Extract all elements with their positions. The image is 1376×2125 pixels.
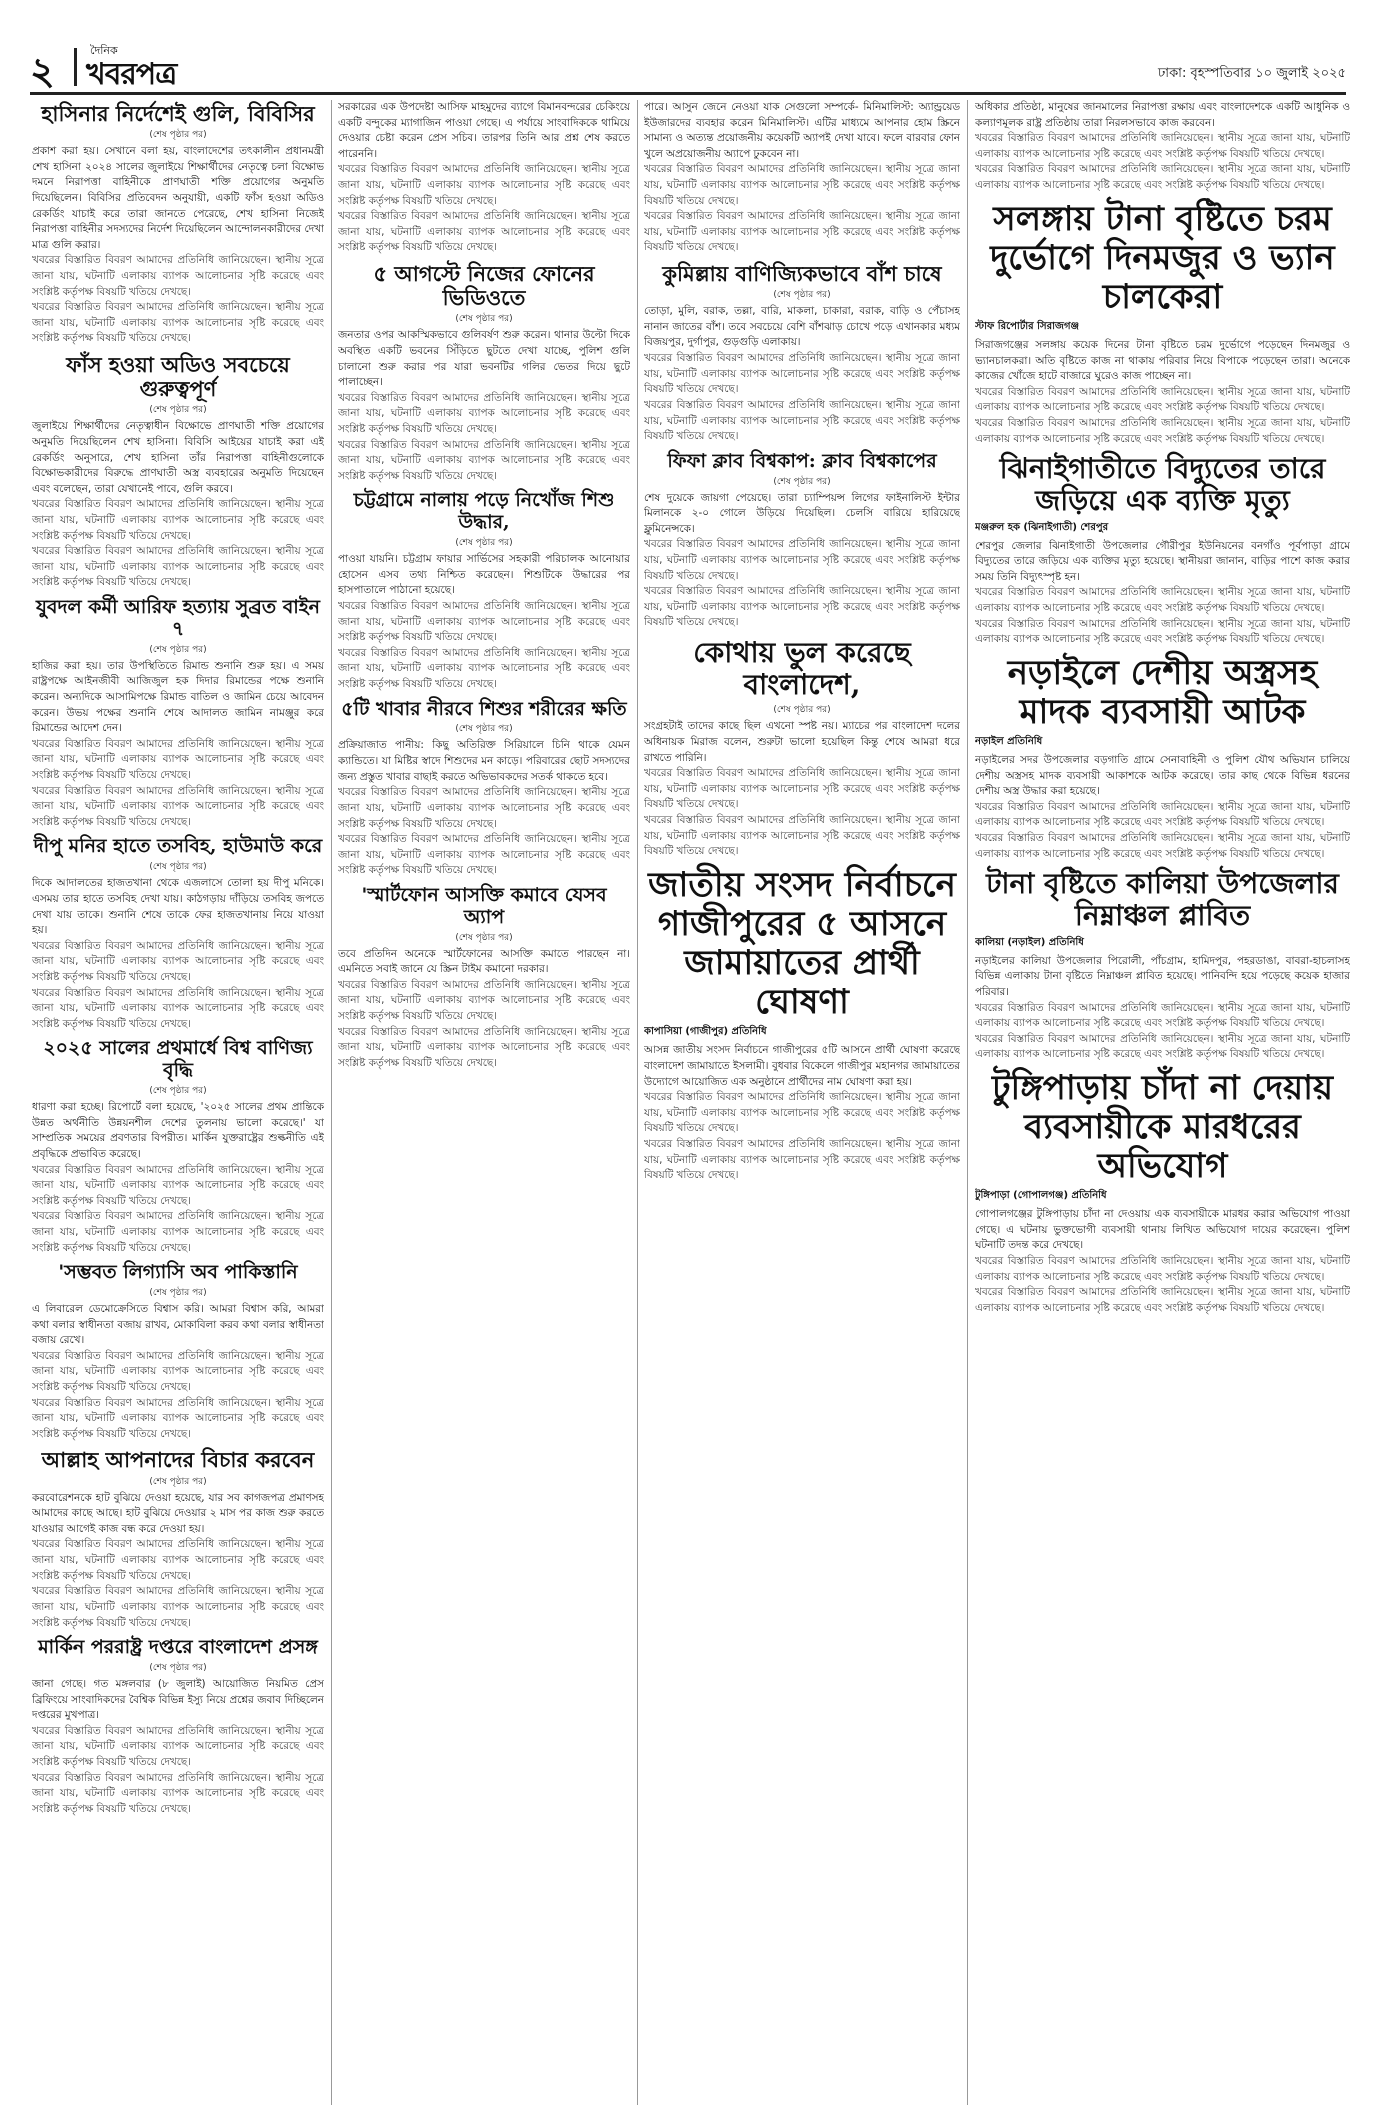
article-headline[interactable]: 'স্মার্টফোন আসক্তি কমাবে যেসব অ্যাপ <box>361 883 607 928</box>
article-body-continued: খবরের বিস্তারিত বিবরণ আমাদের প্রতিনিধি জানিয়েছেন। স্থানীয় সূত্রে জানা যায়, ঘটনাটি এলাকায় ব্যাপক আলোচনার সৃষ্টি করেছে এবং সংশ্লিষ্ট কর্তৃপক্ষ বিষয়টি খতিয়ে দেখছে। <box>975 385 1350 414</box>
article-headline[interactable]: চট্টগ্রামে নালায় পড়ে নিখোঁজ শিশু উদ্ধার, <box>353 489 615 534</box>
article <box>32 1637 324 1817</box>
article-body-continued: খবরের বিস্তারিত বিবরণ আমাদের প্রতিনিধি জানিয়েছেন। স্থানীয় সূত্রে জানা যায়, ঘটনাটি এলাকায় ব্যাপক আলোচনার সৃষ্টি করেছে এবং সংশ্লিষ্ট কর্তৃপক্ষ বিষয়টি খতিয়ে দেখছে। <box>644 1091 960 1135</box>
continued-note: (শেষ পৃষ্ঠার পর) <box>455 932 513 943</box>
continued-note: (শেষ পৃষ্ঠার পর) <box>149 1288 207 1298</box>
article-body-continued: খবরের বিস্তারিত বিবরণ আমাদের প্রতিনিধি জানিয়েছেন। স্থানীয় সূত্রে জানা যায়, ঘটনাটি এলাকায় ব্যাপক আলোচনার সৃষ্টি করেছে এবং সংশ্লিষ্ট কর্তৃপক্ষ বিষয়টি খতিয়ে দেখছে। <box>975 163 1350 192</box>
article-body-continued: খবরের বিস্তারিত বিবরণ আমাদের প্রতিনিধি জানিয়েছেন। স্থানীয় সূত্রে জানা যায়, ঘটনাটি এলাকায় ব্যাপক আলোচনার সৃষ্টি করেছে এবং সংশ্লিষ্ট কর্তৃপক্ষ বিষয়টি খতিয়ে দেখছে। <box>644 352 960 396</box>
article-headline[interactable]: ফাঁস হওয়া অডিও সবচেয়ে গুরুত্বপূর্ণ <box>66 352 290 402</box>
article-body-continued: খবরের বিস্তারিত বিবরণ আমাদের প্রতিনিধি জানিয়েছেন। স্থানীয় সূত্রে জানা যায়, ঘটনাটি এলাকায় ব্যাপক আলোচনার সৃষ্টি করেছে এবং সংশ্লিষ্ট কর্তৃপক্ষ বিষয়টি খতিয়ে দেখছে। <box>644 767 960 811</box>
article-body-continued: খবরের বিস্তারিত বিবরণ আমাদের প্রতিনিধি জানিয়েছেন। স্থানীয় সূত্রে জানা যায়, ঘটনাটি এলাকায় ব্যাপক আলোচনার সৃষ্টি করেছে এবং সংশ্লিষ্ট কর্তৃপক্ষ বিষয়টি খতিয়ে দেখছে। <box>32 986 324 1030</box>
article-body-continued: খবরের বিস্তারিত বিবরণ আমাদের প্রতিনিধি জানিয়েছেন। স্থানীয় সূত্রে জানা যায়, ঘটনাটি এলাকায় ব্যাপক আলোচনার সৃষ্টি করেছে এবং সংশ্লিষ্ট কর্তৃপক্ষ বিষয়টি খতিয়ে দেখছে। <box>338 210 630 254</box>
column-rule <box>331 100 332 2105</box>
article <box>644 866 960 1184</box>
article-byline: নড়াইল প্রতিনিধি <box>975 736 1043 748</box>
article-byline: কাপাসিয়া (গাজীপুর) প্রতিনিধি <box>644 1026 767 1038</box>
article-headline[interactable]: কুমিল্লায় বাণিজ্যিকভাবে বাঁশ চাষে <box>662 261 942 287</box>
column-rule <box>637 100 638 2105</box>
article-headline[interactable]: ঝিনাইগাতীতে বিদ্যুতের তারে জড়িয়ে এক ব্যক্তি মৃত্যু <box>999 452 1326 518</box>
article-body: তোড়া, মুলি, বরাক, তল্লা, বারি, মাকলা, চাকারা, বরাক, বাড়ি ও পেঁচাসহ নানান জাতের বাঁশ। তবে সবচেয়ে বেশি বাঁশঝাড় চোখে পড়ে এখানকার মধ্যম বিজয়পুর, দুর্গাপুর, গুড়গুড়ি এলাকায়। <box>644 305 960 349</box>
article-body: তবে প্রতিদিন অনেকে স্মার্টফোনের আসক্তি কমাতে পারছেন না। এমনিতে সবাই জানে যে স্ক্রিন টাইম কমানো দরকার। <box>338 947 630 976</box>
article-body-continued: খবরের বিস্তারিত বিবরণ আমাদের প্রতিনিধি জানিয়েছেন। স্থানীয় সূত্রে জানা যায়, ঘটনাটি এলাকায় ব্যাপক আলোচনার সৃষ্টি করেছে এবং সংশ্লিষ্ট কর্তৃপক্ষ বিষয়টি খতিয়ে দেখছে। <box>32 1210 324 1254</box>
article <box>975 868 1350 1063</box>
article-body-continued: খবরের বিস্তারিত বিবরণ আমাদের প্রতিনিধি জানিয়েছেন। স্থানীয় সূত্রে জানা যায়, ঘটনাটি এলাকায় ব্যাপক আলোচনার সৃষ্টি করেছে এবং সংশ্লিষ্ট কর্তৃপক্ষ বিষয়টি খতিয়ে দেখছে। <box>338 1025 630 1069</box>
article-headline[interactable]: ২০২৫ সালের প্রথমার্ধে বিশ্ব বাণিজ্য বৃদ্ধি <box>43 1037 313 1082</box>
column-4 <box>975 100 1350 2105</box>
article-headline[interactable]: মার্কিন পররাষ্ট্র দপ্তরে বাংলাদেশ প্রসঙ্গ <box>38 1636 318 1659</box>
article-headline[interactable]: 'সম্ভবত লিগ্যাসি অব পাকিস্তানি <box>58 1261 298 1284</box>
article-body: পারে। আসুন জেনে নেওয়া যাক সেগুলো সম্পর্কে- মিনিমালিস্ট: অ্যান্ড্রয়েড ইউজারদের ব্যবহার করেন মিনিমালিস্ট। এটির মাধ্যমে আপনার হোম স্ক্রিনে সামান্য ও অত্যন্ত প্রয়োজনীয় কয়েকটি অ্যাপই দেখা যাবে। ফলে বারবার ফোন খুলে অপ্রয়োজনীয় অ্যাপে ঢুকবেন না। <box>644 101 960 160</box>
article-body: আসন্ন জাতীয় সংসদ নির্বাচনে গাজীপুরের ৫টি আসনে প্রার্থী ঘোষণা করেছে বাংলাদেশ জামায়াতে ইসলামী। বুধবার বিকেলে গাজীপুর মহানগর জামায়াতের উদ্যোগে আয়োজিত এক অনুষ্ঠানে প্রার্থীদের নাম ঘোষণা করা হয়। <box>644 1044 960 1088</box>
column-1 <box>32 100 324 2105</box>
article-body-continued: খবরের বিস্তারিত বিবরণ আমাদের প্রতিনিধি জানিয়েছেন। স্থানীয় সূত্রে জানা যায়, ঘটনাটি এলাকায় ব্যাপক আলোচনার সৃষ্টি করেছে এবং সংশ্লিষ্ট কর্তৃপক্ষ বিষয়টি খতিয়ে দেখছে। <box>975 832 1350 860</box>
article-body: শেরপুর জেলার ঝিনাইগাতী উপজেলার গৌরীপুর ইউনিয়নের বনগাঁও পূর্বপাড়া গ্রামে বিদ্যুতের তারে জড়িয়ে এক ব্যক্তির মৃত্যু হয়েছে। স্থানীয়রা জানান, বাড়ির পাশে কাজ করার সময় তিনি বিদ্যুৎস্পৃষ্ট হন। <box>975 539 1350 583</box>
article <box>32 597 324 830</box>
article-byline: মঞ্জরুল হক (ঝিনাইগাতী) শেরপুর <box>975 521 1109 533</box>
continued-note: (শেষ পৃষ্ঠার পর) <box>773 476 831 487</box>
continued-note: (শেষ পৃষ্ঠার পর) <box>773 290 831 301</box>
article-body-continued: খবরের বিস্তারিত বিবরণ আমাদের প্রতিনিধি জানিয়েছেন। স্থানীয় সূত্রে জানা যায়, ঘটনাটি এলাকায় ব্যাপক আলোচনার সৃষ্টি করেছে এবং সংশ্লিষ্ট কর্তৃপক্ষ বিষয়টি খতিয়ে দেখছে। <box>32 1771 324 1815</box>
article-body-continued: খবরের বিস্তারিত বিবরণ আমাদের প্রতিনিধি জানিয়েছেন। স্থানীয় সূত্রে জানা যায়, ঘটনাটি এলাকায় ব্যাপক আলোচনার সৃষ্টি করেছে এবং সংশ্লিষ্ট কর্তৃপক্ষ বিষয়টি খতিয়ে দেখছে। <box>644 210 960 254</box>
page-number: ২ <box>30 48 55 93</box>
article-body-continued: খবরের বিস্তারিত বিবরণ আমাদের প্রতিনিধি জানিয়েছেন। স্থানীয় সূত্রে জানা যায়, ঘটনাটি এলাকায় ব্যাপক আলোচনার সৃষ্টি করেছে এবং সংশ্লিষ্ট কর্তৃপক্ষ বিষয়টি খতিয়ে দেখছে। <box>338 163 630 207</box>
continued-note: (শেষ পৃষ্ঠার পর) <box>149 1662 207 1673</box>
article-body-continued: খবরের বিস্তারিত বিবরণ আমাদের প্রতিনিধি জানিয়েছেন। স্থানীয় সূত্রে জানা যায়, ঘটনাটি এলাকায় ব্যাপক আলোচনার সৃষ্টি করেছে এবং সংশ্লিষ্ট কর্তৃপক্ষ বিষয়টি খতিয়ে দেখছে। <box>32 498 324 542</box>
article <box>338 100 630 256</box>
article-headline[interactable]: টুঙ্গিপাড়ায় চাঁদা না দেয়ায় ব্যবসায়ীকে মারধরের অভিযোগ <box>991 1067 1334 1187</box>
article-body-continued: খবরের বিস্তারিত বিবরণ আমাদের প্রতিনিধি জানিয়েছেন। স্থানীয় সূত্রে জানা যায়, ঘটনাটি এলাকায় ব্যাপক আলোচনার সৃষ্টি করেছে এবং সংশ্লিষ্ট কর্তৃপক্ষ বিষয়টি খতিয়ে দেখছে। <box>32 1396 324 1440</box>
continued-note: (শেষ পৃষ্ঠার পর) <box>149 862 207 873</box>
article-body: গোপালগঞ্জের টুঙ্গিপাড়ায় চাঁদা না দেওয়ায় এক ব্যবসায়ীকে মারধর করার অভিযোগ পাওয়া গেছে। এ ঘটনায় ভুক্তভোগী ব্যবসায়ী থানায় লিখিত অভিযোগ দায়ের করেছেন। পুলিশ ঘটনাটি তদন্ত করে দেখছে। <box>975 1208 1350 1252</box>
article-body-continued: খবরের বিস্তারিত বিবরণ আমাদের প্রতিনিধি জানিয়েছেন। স্থানীয় সূত্রে জানা যায়, ঘটনাটি এলাকায় ব্যাপক আলোচনার সৃষ্টি করেছে এবং সংশ্লিষ্ট কর্তৃপক্ষ বিষয়টি খতিয়ে দেখছে। <box>975 617 1350 646</box>
article <box>975 200 1350 448</box>
article-body-continued: খবরের বিস্তারিত বিবরণ আমাদের প্রতিনিধি জানিয়েছেন। স্থানীয় সূত্রে জানা যায়, ঘটনাটি এলাকায় ব্যাপক আলোচনার সৃষ্টি করেছে এবং সংশ্লিষ্ট কর্তৃপক্ষ বিষয়টি খতিয়ে দেখছে। <box>338 646 630 691</box>
article-body-continued: খবরের বিস্তারিত বিবরণ আমাদের প্রতিনিধি জানিয়েছেন। স্থানীয় সূত্রে জানা যায়, ঘটনাটি এলাকায় ব্যাপক আলোচনার সৃষ্টি করেছে এবং সংশ্লিষ্ট কর্তৃপক্ষ বিষয়টি খতিয়ে দেখছে। <box>975 416 1350 445</box>
article-body-continued: খবরের বিস্তারিত বিবরণ আমাদের প্রতিনিধি জানিয়েছেন। স্থানীয় সূত্রে জানা যায়, ঘটনাটি এলাকায় ব্যাপক আলোচনার সৃষ্টি করেছে এবং সংশ্লিষ্ট কর্তৃপক্ষ বিষয়টি খতিয়ে দেখছে। <box>644 814 960 858</box>
article-body-continued: খবরের বিস্তারিত বিবরণ আমাদের প্রতিনিধি জানিয়েছেন। স্থানীয় সূত্রে জানা যায়, ঘটনাটি এলাকায় ব্যাপক আলোচনার সৃষ্টি করেছে এবং সংশ্লিষ্ট কর্তৃপক্ষ বিষয়টি খতিয়ে দেখছে। <box>975 1286 1350 1314</box>
article-body-continued: খবরের বিস্তারিত বিবরণ আমাদের প্রতিনিধি জানিয়েছেন। স্থানীয় সূত্রে জানা যায়, ঘটনাটি এলাকায় ব্যাপক আলোচনার সৃষ্টি করেছে এবং সংশ্লিষ্ট কর্তৃপক্ষ বিষয়টি খতিয়ে দেখছে। <box>338 438 630 482</box>
article-body: জনতার ওপর আকস্মিকভাবে গুলিবর্ষণ শুরু করেন। থানার উল্টো দিকে অবস্থিত একটি ভবনের সিঁড়িতে ছুটতে দেখা যাচ্ছে, পুলিশ গুলি চালানো শুরু করার পর যারা ভবনটির গলির ভেতর দিয়ে ছুটে পালাচ্ছেন। <box>338 329 630 389</box>
article-byline: টুঙ্গিপাড়া (গোপালগঞ্জ) প্রতিনিধি <box>975 1190 1107 1202</box>
article-headline[interactable]: কোথায় ভুল করেছে বাংলাদেশ, <box>693 636 911 702</box>
article-body-continued: খবরের বিস্তারিত বিবরণ আমাদের প্রতিনিধি জানিয়েছেন। স্থানীয় সূত্রে জানা যায়, ঘটনাটি এলাকায় ব্যাপক আলোচনার সৃষ্টি করেছে এবং সংশ্লিষ্ট কর্তৃপক্ষ বিষয়টি খতিয়ে দেখছে। <box>644 538 960 582</box>
article <box>32 1262 324 1442</box>
article-headline[interactable]: দীপু মনির হাতে তসবিহ, হাউমাউ করে <box>33 835 323 858</box>
article-body-continued: খবরের বিস্তারিত বিবরণ আমাদের প্রতিনিধি জানিয়েছেন। স্থানীয় সূত্রে জানা যায়, ঘটনাটি এলাকায় ব্যাপক আলোচনার সৃষ্টি করেছে এবং সংশ্লিষ্ট কর্তৃপক্ষ বিষয়টি খতিয়ে দেখছে। <box>644 585 960 629</box>
article <box>975 654 1350 862</box>
article-body-continued: খবরের বিস্তারিত বিবরণ আমাদের প্রতিনিধি জানিয়েছেন। স্থানীয় সূত্রে জানা যায়, ঘটনাটি এলাকায় ব্যাপক আলোচনার সৃষ্টি করেছে এবং সংশ্লিষ্ট কর্তৃপক্ষ বিষয়টি খতিয়ে দেখছে। <box>32 737 324 781</box>
article <box>338 885 630 1072</box>
article-body: শেষ দুয়েকে জায়গা পেয়েছে। তারা চ্যাম্পিয়ন্স লিগের ফাইনালিস্ট ইন্টার মিলানকে ২-০ গোলে উড়িয়ে দিয়েছিল। চেলসি বারিয়ে হারিয়েছে ফ্লুমিনেন্সকে। <box>644 491 960 535</box>
article-body-continued: খবরের বিস্তারিত বিবরণ আমাদের প্রতিনিধি জানিয়েছেন। স্থানীয় সূত্রে জানা যায়, ঘটনাটি এলাকায় ব্যাপক আলোচনার সৃষ্টি করেছে এবং সংশ্লিষ্ট কর্তৃপক্ষ বিষয়টি খতিয়ে দেখছে। <box>338 833 630 877</box>
article-headline[interactable]: হাসিনার নির্দেশেই গুলি, বিবিসির <box>41 101 315 126</box>
article <box>32 102 324 347</box>
article-byline: স্টাফ রিপোর্টার সিরাজগঞ্জ <box>975 320 1080 332</box>
dateline: ঢাকা: বৃহস্পতিবার ১০ জুলাই ২০২৫ <box>1157 66 1346 81</box>
article-body: নড়াইলের কালিয়া উপজেলার পিরোলী, পাঁচগ্রাম, হামিদপুর, পহরডাঙা, বাবরা-হাচলাসহ বিভিন্ন এলাকায় টানা বৃষ্টিতে নিম্নাঞ্চল প্লাবিত হয়েছে। পানিবন্দি হয়ে পড়েছে কয়েক হাজার পরিবার। <box>975 954 1350 998</box>
article <box>32 1038 324 1256</box>
article-body-continued: খবরের বিস্তারিত বিবরণ আমাদের প্রতিনিধি জানিয়েছেন। স্থানীয় সূত্রে জানা যায়, ঘটনাটি এলাকায় ব্যাপক আলোচনার সৃষ্টি করেছে এবং সংশ্লিষ্ট কর্তৃপক্ষ বিষয়টি খতিয়ে দেখছে। <box>338 978 630 1023</box>
article <box>32 836 324 1032</box>
column-3 <box>644 100 960 2105</box>
article-body: সিরাজগঞ্জের সলঙ্গায় কয়েক দিনের টানা বৃষ্টিতে চরম দুর্ভোগে পড়েছেন দিনমজুর ও ভ্যানচালকরা। অতি বৃষ্টিতে কাজ না থাকায় পরিবার নিয়ে বিপাকে পড়েছেন তারা। অনেকে কাজের খোঁজে হাটে বাজারে ঘুরেও কাজ পাচ্ছেন না। <box>975 338 1350 383</box>
article-body: সরকারের এক উপদেষ্টা আসিফ মাহমুদের ব্যাগে বিমানবন্দরের চেকিংয়ে একটি বন্দুকের ম্যাগাজিন পাওয়া গেছে। এ পর্যায়ে সাংবাদিককে থামিয়ে দেওয়ার চেষ্টা করেন প্রেস সচিব। তারপর তিনি আর প্রশ্ন শেষ করতে পারেননি। <box>338 101 630 160</box>
article <box>32 1448 324 1631</box>
article-body: এ লিবারেল ডেমোক্রেসিতে বিশ্বাস করি। আমরা বিশ্বাস করি, আমরা কথা বলার স্বাধীনতা বজায় রাখব, মোকাবিলা করব কথা বলার স্বাধীনতা বজায় রেখে। <box>32 1303 324 1347</box>
article-headline[interactable]: নড়াইলে দেশীয় অস্ত্রসহ মাদক ব্যবসায়ী আটক <box>1007 652 1318 732</box>
article-body-continued: খবরের বিস্তারিত বিবরণ আমাদের প্রতিনিধি জানিয়েছেন। স্থানীয় সূত্রে জানা যায়, ঘটনাটি এলাকায় ব্যাপক আলোচনার সৃষ্টি করেছে এবং সংশ্লিষ্ট কর্তৃপক্ষ বিষয়টি খতিয়ে দেখছে। <box>32 939 324 983</box>
article-body: প্রক্রিয়াজাত পানীয়: কিছু অতিরিক্ত সিরিয়ালে চিনি থাকে যেমন ক্যান্ডিতে। যা মিষ্টির স্বাদে শিশুদের মন কাড়ে। পরিবারের ছোট সদস্যদের জন্য প্রস্তুত খাবার বাছাই করতে অভিভাবকদের সতর্ক থাকতে হবে। <box>338 739 630 783</box>
article-body-continued: খবরের বিস্তারিত বিবরণ আমাদের প্রতিনিধি জানিয়েছেন। স্থানীয় সূত্রে জানা যায়, ঘটনাটি এলাকায় ব্যাপক আলোচনার সৃষ্টি করেছে এবং সংশ্লিষ্ট কর্তৃপক্ষ বিষয়টি খতিয়ে দেখছে। <box>975 586 1350 615</box>
article-body: জানা গেছে। গত মঙ্গলবার (৮ জুলাই) আয়োজিত নিয়মিত প্রেস ব্রিফিংয়ে সাংবাদিকদের বৈশ্বিক বিভিন্ন ইস্যু নিয়ে প্রশ্নের জবাব দিচ্ছিলেন দপ্তরের মুখপাত্র। <box>32 1677 324 1722</box>
article <box>975 453 1350 648</box>
article-body-continued: খবরের বিস্তারিত বিবরণ আমাদের প্রতিনিধি জানিয়েছেন। স্থানীয় সূত্রে জানা যায়, ঘটনাটি এলাকায় ব্যাপক আলোচনার সৃষ্টি করেছে এবং সংশ্লিষ্ট কর্তৃপক্ষ বিষয়টি খতিয়ে দেখছে। <box>338 786 630 830</box>
article <box>644 100 960 256</box>
continued-note: (শেষ পৃষ্ঠার পর) <box>455 724 513 735</box>
article-headline[interactable]: টানা বৃষ্টিতে কালিয়া উপজেলার নিম্নাঞ্চল প্লাবিত <box>986 867 1339 933</box>
continued-note: (শেষ পৃষ্ঠার পর) <box>455 314 513 325</box>
article <box>338 699 630 879</box>
article-body-continued: খবরের বিস্তারিত বিবরণ আমাদের প্রতিনিধি জানিয়েছেন। স্থানীয় সূত্রে জানা যায়, ঘটনাটি এলাকায় ব্যাপক আলোচনার সৃষ্টি করেছে এবং সংশ্লিষ্ট কর্তৃপক্ষ বিষয়টি খতিয়ে দেখছে। <box>975 1032 1350 1061</box>
column-2 <box>338 100 630 2105</box>
article-headline[interactable]: জাতীয় সংসদ নির্বাচনে গাজীপুরের ৫ আসনে জামায়াতের প্রার্থী ঘোষণা <box>648 864 956 1023</box>
article-byline: কালিয়া (নড়াইল) প্রতিনিধি <box>975 936 1084 948</box>
masthead <box>30 42 1346 95</box>
article <box>338 262 630 484</box>
article-body: নড়াইলের সদর উপজেলার বড়গাতি গ্রামে সেনাবাহিনী ও পুলিশ যৌথ অভিযান চালিয়ে দেশীয় অস্ত্রসহ মাদক ব্যবসায়ী আকাশকে আটক করেছে। তার কাছ থেকে বিভিন্ন ধরনের দেশীয় অস্ত্র উদ্ধার করা হয়েছে। <box>975 754 1350 798</box>
article-body-continued: খবরের বিস্তারিত বিবরণ আমাদের প্রতিনিধি জানিয়েছেন। স্থানীয় সূত্রে জানা যায়, ঘটনাটি এলাকায় ব্যাপক আলোচনার সৃষ্টি করেছে এবং সংশ্লিষ্ট কর্তৃপক্ষ বিষয়টি খতিয়ে দেখছে। <box>32 1349 324 1394</box>
continued-note: (শেষ পৃষ্ঠার পর) <box>149 1086 207 1097</box>
article-body-continued: খবরের বিস্তারিত বিবরণ আমাদের প্রতিনিধি জানিয়েছেন। স্থানীয় সূত্রে জানা যায়, ঘটনাটি এলাকায় ব্যাপক আলোচনার সৃষ্টি করেছে এবং সংশ্লিষ্ট কর্তৃপক্ষ বিষয়টি খতিয়ে দেখছে। <box>975 1001 1350 1030</box>
article-body-continued: খবরের বিস্তারিত বিবরণ আমাদের প্রতিনিধি জানিয়েছেন। স্থানীয় সূত্রে জানা যায়, ঘটনাটি এলাকায় ব্যাপক আলোচনার সৃষ্টি করেছে এবং সংশ্লিষ্ট কর্তৃপক্ষ বিষয়টি খতিয়ে দেখছে। <box>975 132 1350 160</box>
article-body-continued: খবরের বিস্তারিত বিবরণ আমাদের প্রতিনিধি জানিয়েছেন। স্থানীয় সূত্রে জানা যায়, ঘটনাটি এলাকায় ব্যাপক আলোচনার সৃষ্টি করেছে এবং সংশ্লিষ্ট কর্তৃপক্ষ বিষয়টি খতিয়ে দেখছে। <box>644 1137 960 1182</box>
article-headline[interactable]: ফিফা ক্লাব বিশ্বকাপ: ক্লাব বিশ্বকাপের <box>667 449 937 472</box>
article-body-continued: খবরের বিস্তারিত বিবরণ আমাদের প্রতিনিধি জানিয়েছেন। স্থানীয় সূত্রে জানা যায়, ঘটনাটি এলাকায় ব্যাপক আলোচনার সৃষ্টি করেছে এবং সংশ্লিষ্ট কর্তৃপক্ষ বিষয়টি খতিয়ে দেখছে। <box>644 398 960 443</box>
column-rule <box>967 100 968 2105</box>
article-body-continued: খবরের বিস্তারিত বিবরণ আমাদের প্রতিনিধি জানিয়েছেন। স্থানীয় সূত্রে জানা যায়, ঘটনাটি এলাকায় ব্যাপক আলোচনার সৃষ্টি করেছে এবং সংশ্লিষ্ট কর্তৃপক্ষ বিষয়টি খতিয়ে দেখছে। <box>338 391 630 436</box>
masthead-divider <box>74 48 77 86</box>
continued-note: (শেষ পৃষ্ঠার পর) <box>149 1476 207 1487</box>
article-body: করবোরেশনকে হাট বুঝিয়ে দেওয়া হয়েছে, যার সব কাগজপত্র প্রমাণসহ আমাদের কাছে আছে। হাট বুঝিয়ে দেওয়ার ২ মাস পর কাজ শুরু করতে যাওয়ার আগেই কাজ বন্ধ করে দেওয়া হয়। <box>32 1491 324 1535</box>
article-body-continued: খবরের বিস্তারিত বিবরণ আমাদের প্রতিনিধি জানিয়েছেন। স্থানীয় সূত্রে জানা যায়, ঘটনাটি এলাকায় ব্যাপক আলোচনার সৃষ্টি করেছে এবং সংশ্লিষ্ট কর্তৃপক্ষ বিষয়টি খতিয়ে দেখছে। <box>32 254 324 298</box>
article <box>644 451 960 631</box>
article <box>975 100 1350 194</box>
article-headline[interactable]: ৫টি খাবার নীরবে শিশুর শরীরের ক্ষতি <box>341 697 627 720</box>
article-headline[interactable]: আল্লাহ আপনাদের বিচার করবেন <box>41 1447 315 1473</box>
continued-note: (শেষ পৃষ্ঠার পর) <box>149 405 207 416</box>
continued-note: (শেষ পৃষ্ঠার পর) <box>773 705 831 716</box>
article-headline[interactable]: সলঙ্গায় টানা বৃষ্টিতে চরম দুর্ভোগে দিনমজুর ও ভ্যান চালকেরা <box>990 198 1335 317</box>
article-body: প্রকাশ করা হয়। সেখানে বলা হয়, বাংলাদেশের তৎকালীন প্রধানমন্ত্রী শেখ হাসিনা ২০২৪ সালের জুলাইয়ে শিক্ষার্থীদের নেতৃত্বে চলা বিক্ষোভ দমনে নিরাপত্তা বাহিনীকে প্রাণঘাতী শক্তি প্রয়োগের অনুমতি দিয়েছিলেন। বিবিসির প্রতিবেদন অনুযায়ী, একটি ফাঁস হওয়া অডিও রেকর্ডিং যাচাই করে তারা জানতে পেরেছে, শেখ হাসিনা নিজেই নিরাপত্তা বাহিনীর সদস্যদের নির্দেশ দিয়েছিলেন আন্দোলনকারীদের দেখা মাত্র গুলি করার। <box>32 145 324 251</box>
article-body-continued: খবরের বিস্তারিত বিবরণ আমাদের প্রতিনিধি জানিয়েছেন। স্থানীয় সূত্রে জানা যায়, ঘটনাটি এলাকায় ব্যাপক আলোচনার সৃষ্টি করেছে এবং সংশ্লিষ্ট কর্তৃপক্ষ বিষয়টি খতিয়ে দেখছে। <box>32 1724 324 1768</box>
article-body-continued: খবরের বিস্তারিত বিবরণ আমাদের প্রতিনিধি জানিয়েছেন। স্থানীয় সূত্রে জানা যায়, ঘটনাটি এলাকায় ব্যাপক আলোচনার সৃষ্টি করেছে এবং সংশ্লিষ্ট কর্তৃপক্ষ বিষয়টি খতিয়ে দেখছে। <box>644 163 960 207</box>
article-body: হাজির করা হয়। তার উপস্থিতিতে রিমান্ড শুনানি শুরু হয়। এ সময় রাষ্ট্রপক্ষে আইনজীবী আজিজুল হক দিদার রিমান্ডের পক্ষে শুনানি করেন। অন্যদিকে আসামিপক্ষে রিমান্ড বাতিল ও জামিন চেয়ে আবেদন করেন। উভয় পক্ষের শুনানি শেষে আদালত জামিন নামঞ্জুর করে রিমান্ডের আদেশ দেন। <box>32 659 324 735</box>
paper-name: খবরপত্র <box>86 57 177 92</box>
article-body-continued: খবরের বিস্তারিত বিবরণ আমাদের প্রতিনিধি জানিয়েছেন। স্থানীয় সূত্রে জানা যায়, ঘটনাটি এলাকায় ব্যাপক আলোচনার সৃষ্টি করেছে এবং সংশ্লিষ্ট কর্তৃপক্ষ বিষয়টি খতিয়ে দেখছে। <box>32 1585 324 1629</box>
continued-note: (শেষ পৃষ্ঠার পর) <box>455 538 513 549</box>
article-body: জুলাইয়ে শিক্ষার্থীদের নেতৃত্বাধীন বিক্ষোভে প্রাণঘাতী শক্তি প্রয়োগের অনুমতি দিয়েছিলেন শেখ হাসিনা। বিবিসি আইয়ের যাচাই করা এই রেকর্ডিং অনুসারে, শেখ হাসিনা তাঁর নিরাপত্তা বাহিনীগুলোকে বিক্ষোভকারীদের বিরুদ্ধে প্রাণঘাতী অস্ত্র ব্যবহারের অনুমতি দিয়েছেন এবং বলেছেন, তারা যেখানেই পাবে, গুলি করবে। <box>32 420 324 495</box>
article <box>32 353 324 591</box>
article-body-continued: খবরের বিস্তারিত বিবরণ আমাদের প্রতিনিধি জানিয়েছেন। স্থানীয় সূত্রে জানা যায়, ঘটনাটি এলাকায় ব্যাপক আলোচনার সৃষ্টি করেছে এবং সংশ্লিষ্ট কর্তৃপক্ষ বিষয়টি খতিয়ে দেখছে। <box>32 784 324 828</box>
article <box>644 637 960 860</box>
article-body: দিকে আদালতের হাজতখানা থেকে এজলাসে তোলা হয় দীপু মনিকে। এসময় তার হাতে তসবিহ দেখা যায়। কাঠগড়ায় দাঁড়িয়ে তসবিহ জপতে দেখা যায় তাকে। শুনানি শেষে তাকে ফের হাজতখানায় নিয়ে যাওয়া হয়। <box>32 877 324 937</box>
article-body-continued: খবরের বিস্তারিত বিবরণ আমাদের প্রতিনিধি জানিয়েছেন। স্থানীয় সূত্রে জানা যায়, ঘটনাটি এলাকায় ব্যাপক আলোচনার সৃষ্টি করেছে এবং সংশ্লিষ্ট কর্তৃপক্ষ বিষয়টি খতিয়ে দেখছে। <box>32 301 324 345</box>
article-body: অধিকার প্রতিষ্ঠা, মানুষের জানমালের নিরাপত্তা রক্ষায় এবং বাংলাদেশকে একটি আধুনিক ও কল্যাণমূলক রাষ্ট্র প্রতিষ্ঠায় তারা নিরলসভাবে কাজ করবেন। <box>975 101 1350 129</box>
article-headline[interactable]: ৫ আগস্টে নিজের ফোনের ভিডিওতে <box>373 261 595 311</box>
article <box>975 1069 1350 1317</box>
article-body: পাওয়া যায়নি। চট্টগ্রাম ফায়ার সার্ভিসের সহকারী পরিচালক আনোয়ার হোসেন এসব তথ্য নিশ্চিত করেছেন। শিশুটিকে উদ্ধারের পর হাসপাতালে পাঠানো হয়েছে। <box>338 553 630 597</box>
paper-prefix: দৈনিক <box>90 44 118 57</box>
article-body-continued: খবরের বিস্তারিত বিবরণ আমাদের প্রতিনিধি জানিয়েছেন। স্থানীয় সূত্রে জানা যায়, ঘটনাটি এলাকায় ব্যাপক আলোচনার সৃষ্টি করেছে এবং সংশ্লিষ্ট কর্তৃপক্ষ বিষয়টি খতিয়ে দেখছে। <box>32 1163 324 1207</box>
continued-note: (শেষ পৃষ্ঠার পর) <box>149 644 207 655</box>
continued-note: (শেষ পৃষ্ঠার পর) <box>149 130 207 141</box>
article-body-continued: খবরের বিস্তারিত বিবরণ আমাদের প্রতিনিধি জানিয়েছেন। স্থানীয় সূত্রে জানা যায়, ঘটনাটি এলাকায় ব্যাপক আলোচনার সৃষ্টি করেছে এবং সংশ্লিষ্ট কর্তৃপক্ষ বিষয়টি খতিয়ে দেখছে। <box>338 599 630 644</box>
article-body-continued: খবরের বিস্তারিত বিবরণ আমাদের প্রতিনিধি জানিয়েছেন। স্থানীয় সূত্রে জানা যায়, ঘটনাটি এলাকায় ব্যাপক আলোচনার সৃষ্টি করেছে এবং সংশ্লিষ্ট কর্তৃপক্ষ বিষয়টি খতিয়ে দেখছে। <box>32 1538 324 1582</box>
article-body-continued: খবরের বিস্তারিত বিবরণ আমাদের প্রতিনিধি জানিয়েছেন। স্থানীয় সূত্রে জানা যায়, ঘটনাটি এলাকায় ব্যাপক আলোচনার সৃষ্টি করেছে এবং সংশ্লিষ্ট কর্তৃপক্ষ বিষয়টি খতিয়ে দেখছে। <box>32 545 324 589</box>
article-body-continued: খবরের বিস্তারিত বিবরণ আমাদের প্রতিনিধি জানিয়েছেন। স্থানীয় সূত্রে জানা যায়, ঘটনাটি এলাকায় ব্যাপক আলোচনার সৃষ্টি করেছে এবং সংশ্লিষ্ট কর্তৃপক্ষ বিষয়টি খতিয়ে দেখছে। <box>975 800 1350 829</box>
article-body: সংগ্রহটাই তাদের কাছে ছিল এখনো স্পষ্ট নয়। ম্যাচের পর বাংলাদেশ দলের অধিনায়ক মিরাজ বলেন, শুরুটা ভালো হয়েছিল কিন্তু শেষে আমরা ধরে রাখতে পারিনি। <box>644 720 960 764</box>
article-headline[interactable]: যুবদল কর্মী আরিফ হত্যায় সুব্রত বাইন ৭ <box>35 596 321 640</box>
article <box>644 262 960 445</box>
article-body: ধারণা করা হচ্ছে। রিপোর্টে বলা হয়েছে, '২০২৫ সালের প্রথম প্রান্তিকে উন্নত অর্থনীতি উন্নয়নশীল দেশের তুলনায় ভালো করেছে।' যা সাম্প্রতিক সময়ের প্রবণতার বিপরীত। মার্কিন যুক্তরাষ্ট্রের শুল্কনীতি এই প্রবৃদ্ধিকে প্রভাবিত করেছে। <box>32 1101 324 1160</box>
article <box>338 490 630 692</box>
article-body-continued: খবরের বিস্তারিত বিবরণ আমাদের প্রতিনিধি জানিয়েছেন। স্থানীয় সূত্রে জানা যায়, ঘটনাটি এলাকায় ব্যাপক আলোচনার সৃষ্টি করেছে এবং সংশ্লিষ্ট কর্তৃপক্ষ বিষয়টি খতিয়ে দেখছে। <box>975 1255 1350 1283</box>
